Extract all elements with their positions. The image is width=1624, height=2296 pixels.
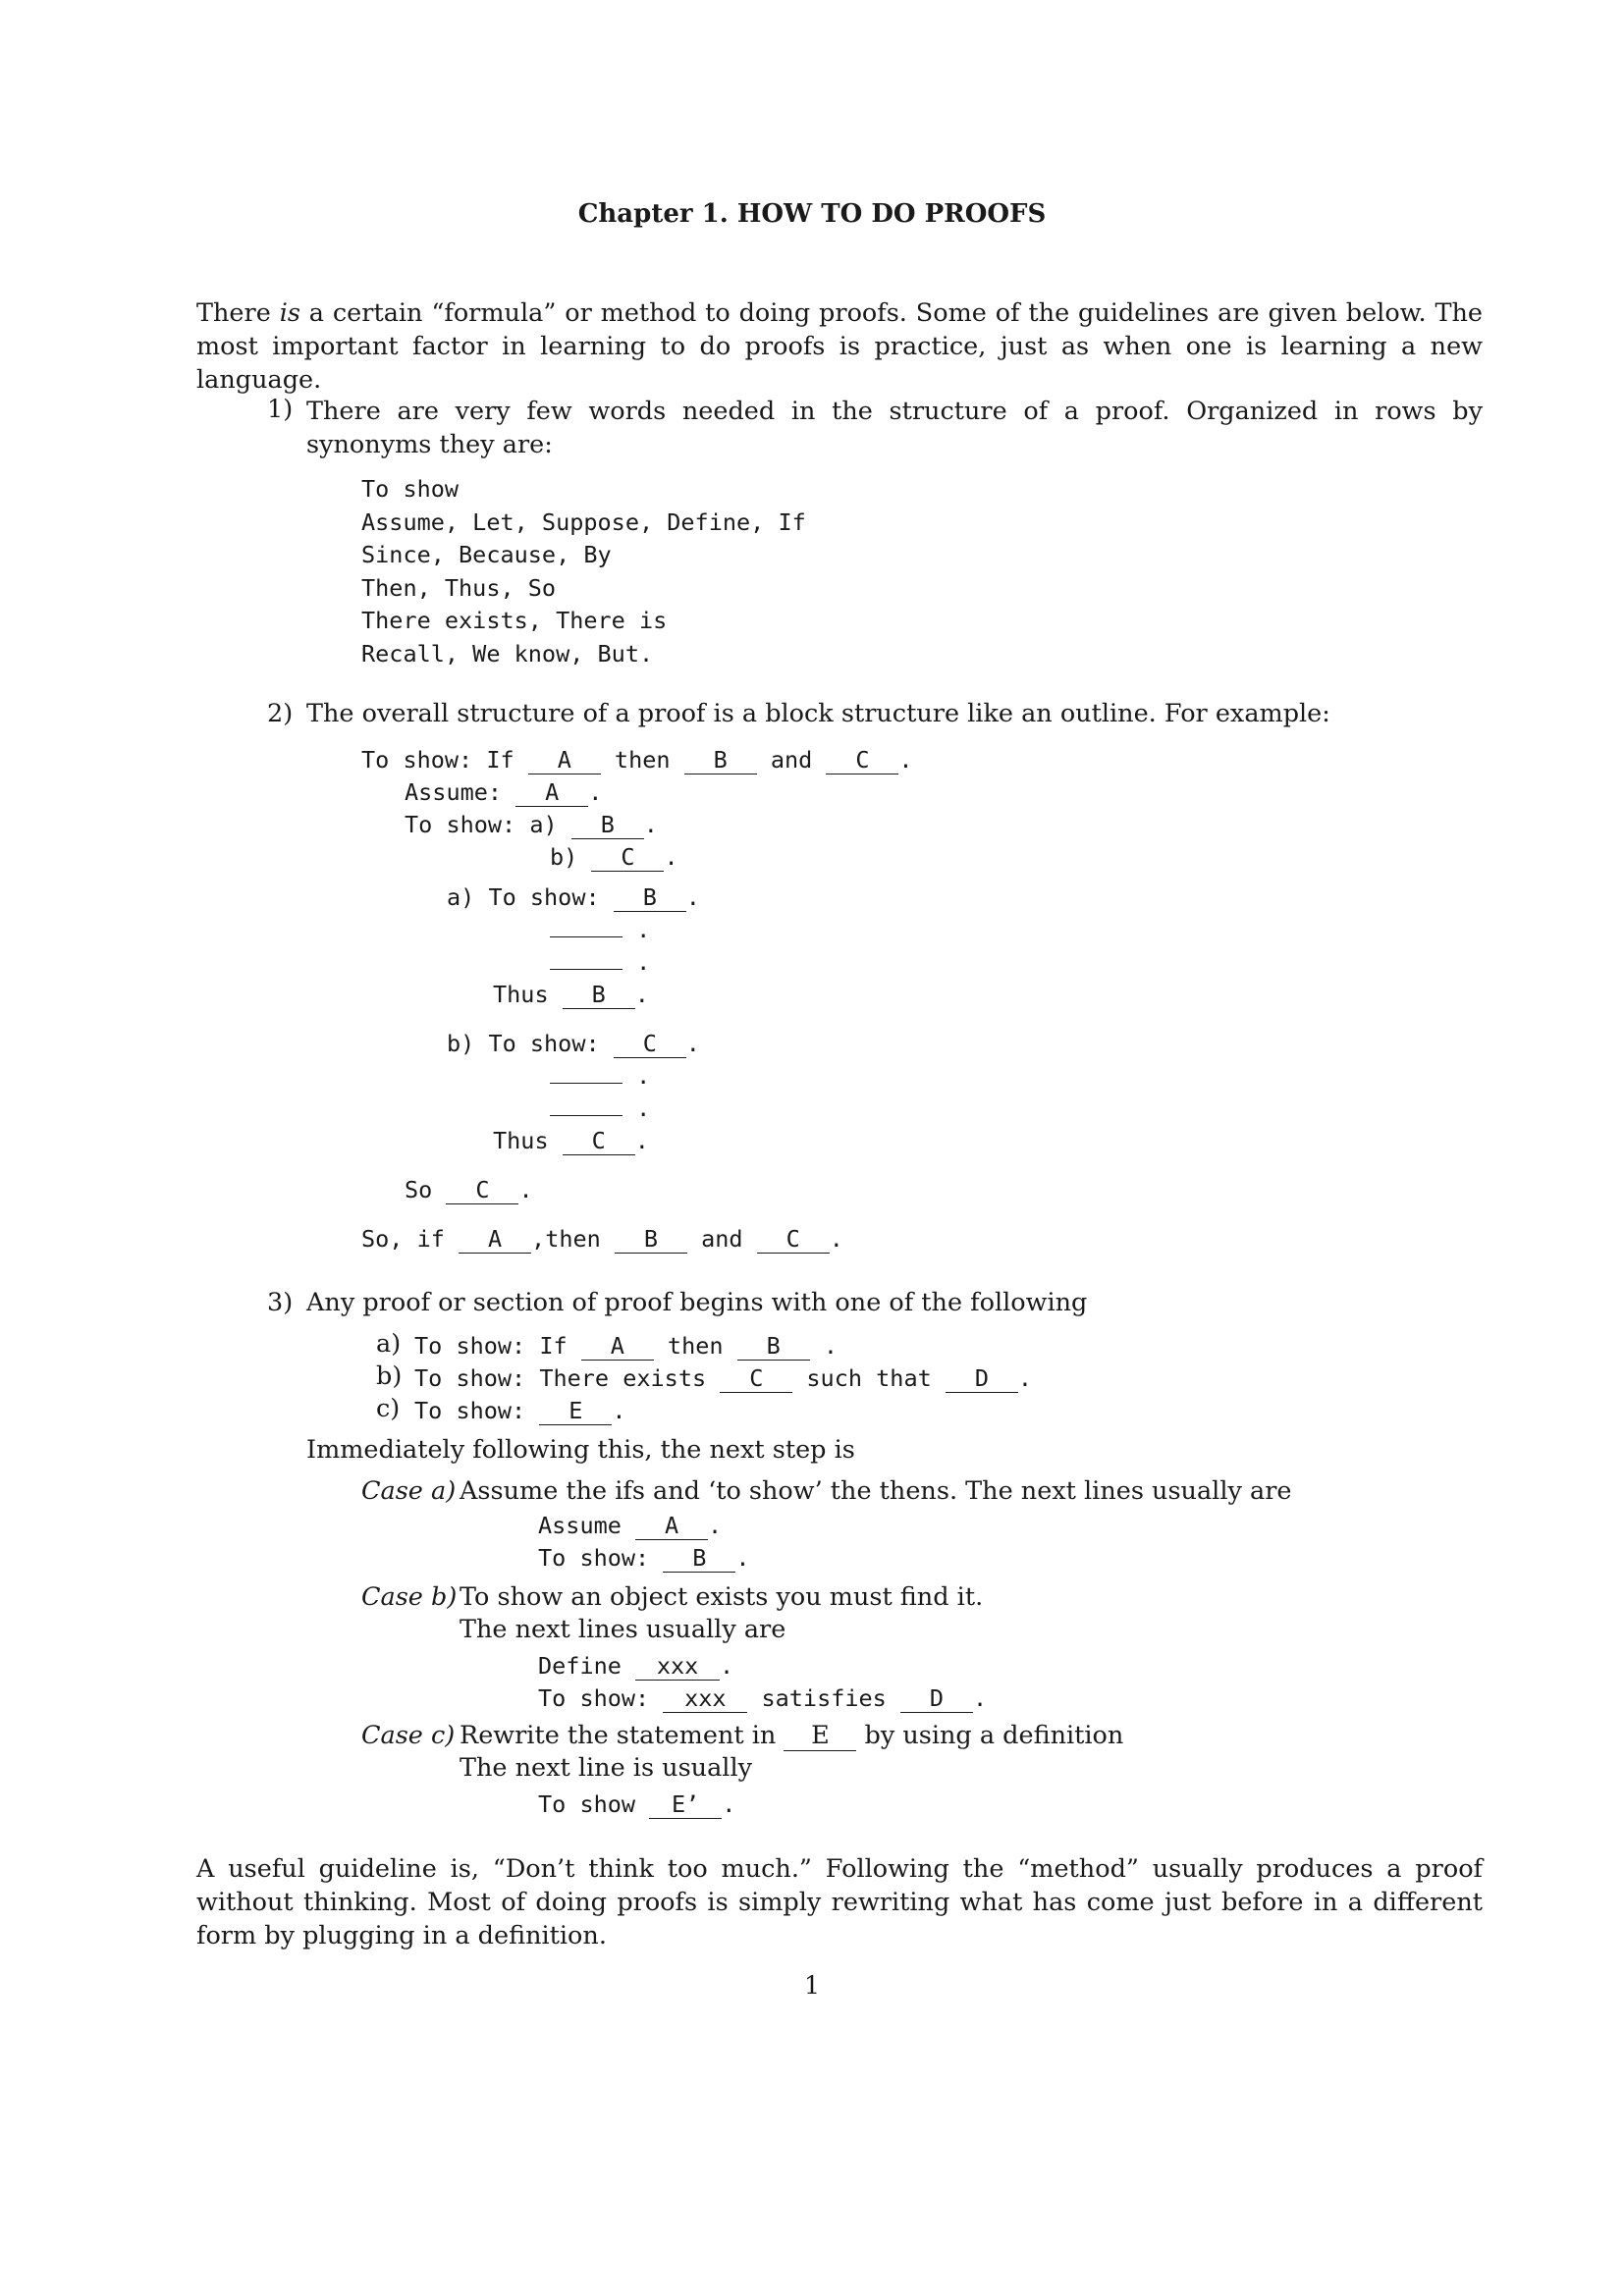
outline-line: So, if A ,then B and C . (361, 1225, 843, 1253)
intro-paragraph (196, 296, 1483, 397)
case-a-text: Assume the ifs and ‘to show’ the thens. The next lines usually are (460, 1476, 1292, 1506)
outline-line: b) To show: C . (447, 1030, 700, 1057)
outline-line: . (550, 1095, 650, 1122)
outline-line: Thus C . (493, 1127, 649, 1154)
outline-line: . (550, 948, 650, 976)
outline-line: . (550, 916, 650, 943)
item-2-number: 2) (267, 699, 294, 728)
case-line: To show E’ . (538, 1790, 736, 1818)
page-number: 1 (803, 1971, 821, 2001)
item-1-text: There are very few words needed in the structure of a proof. Organized in rows by synonyms they are: (306, 397, 1483, 459)
option-line: To show: If A then B . (414, 1332, 838, 1360)
case-b-text: The next lines usually are (460, 1615, 786, 1644)
option-line: To show: There exists C such that D . (414, 1364, 1033, 1392)
item-3-text: Any proof or section of proof begins with one of the following (306, 1288, 1088, 1317)
outline-line: b) C . (550, 843, 678, 871)
synonym-list (361, 473, 806, 670)
case-a-label: Case a) (361, 1476, 457, 1506)
outline-line: To show: If A then B and C . (361, 746, 913, 774)
closing-paragraph: A useful guideline is, “Don’t think too much.” Following the “method” usually produces a proof without thinking. Most of doing proofs is simply rewriting what has come just before in a different form by plugging in a definition. (196, 1854, 1483, 1950)
outline-line: Assume: A . (405, 778, 603, 806)
option-label: b) (376, 1362, 403, 1391)
case-b-text: To show an object exists you must find it. (460, 1582, 984, 1612)
case-line: Define xxx . (538, 1652, 734, 1680)
outline-line: To show: a) B . (405, 811, 658, 838)
synonym-row: Recall, We know, But. (361, 639, 654, 667)
case-c-label: Case c) (361, 1721, 456, 1750)
item-1-number: 1) (267, 395, 294, 424)
case-line: To show: xxx satisfies D . (538, 1684, 988, 1712)
intro-emphasis: is (279, 298, 300, 328)
synonym-row: There exists, There is (361, 607, 668, 634)
synonym-row: Then, Thus, So (361, 573, 557, 602)
case-b-label: Case b) (361, 1582, 458, 1612)
item-2-text: The overall structure of a proof is a block structure like an outline. For example: (306, 699, 1330, 728)
case-line: To show: B . (538, 1544, 750, 1572)
outline-line: a) To show: B . (447, 883, 700, 911)
item-3-number: 3) (267, 1288, 294, 1317)
intro-pre: There (196, 298, 280, 328)
outline-line: . (550, 1062, 650, 1090)
case-line: Assume A . (538, 1512, 723, 1539)
case-c-text: Rewrite the statement in E by using a definition (460, 1721, 1124, 1750)
case-c-text: The next line is usually (460, 1753, 753, 1783)
outline-line: So C . (405, 1176, 533, 1203)
chapter-title: Chapter 1. HOW TO DO PROOFS (577, 199, 1047, 229)
following-text: Immediately following this, the next step is (306, 1435, 855, 1465)
synonym-row: Since, Because, By (361, 541, 612, 568)
synonym-row: Assume, Let, Suppose, Define, If (361, 507, 806, 536)
option-label: a) (376, 1329, 402, 1359)
outline-line: Thus B . (493, 981, 649, 1008)
intro-post: a certain “formula” or method to doing proofs. Some of the guidelines are given below. The most important factor in learning to do proofs is practice, just as when one is learning a new language. (196, 298, 1483, 395)
option-line: To show: E . (414, 1397, 626, 1424)
option-label: c) (376, 1394, 401, 1423)
synonym-row: To show (361, 475, 460, 503)
